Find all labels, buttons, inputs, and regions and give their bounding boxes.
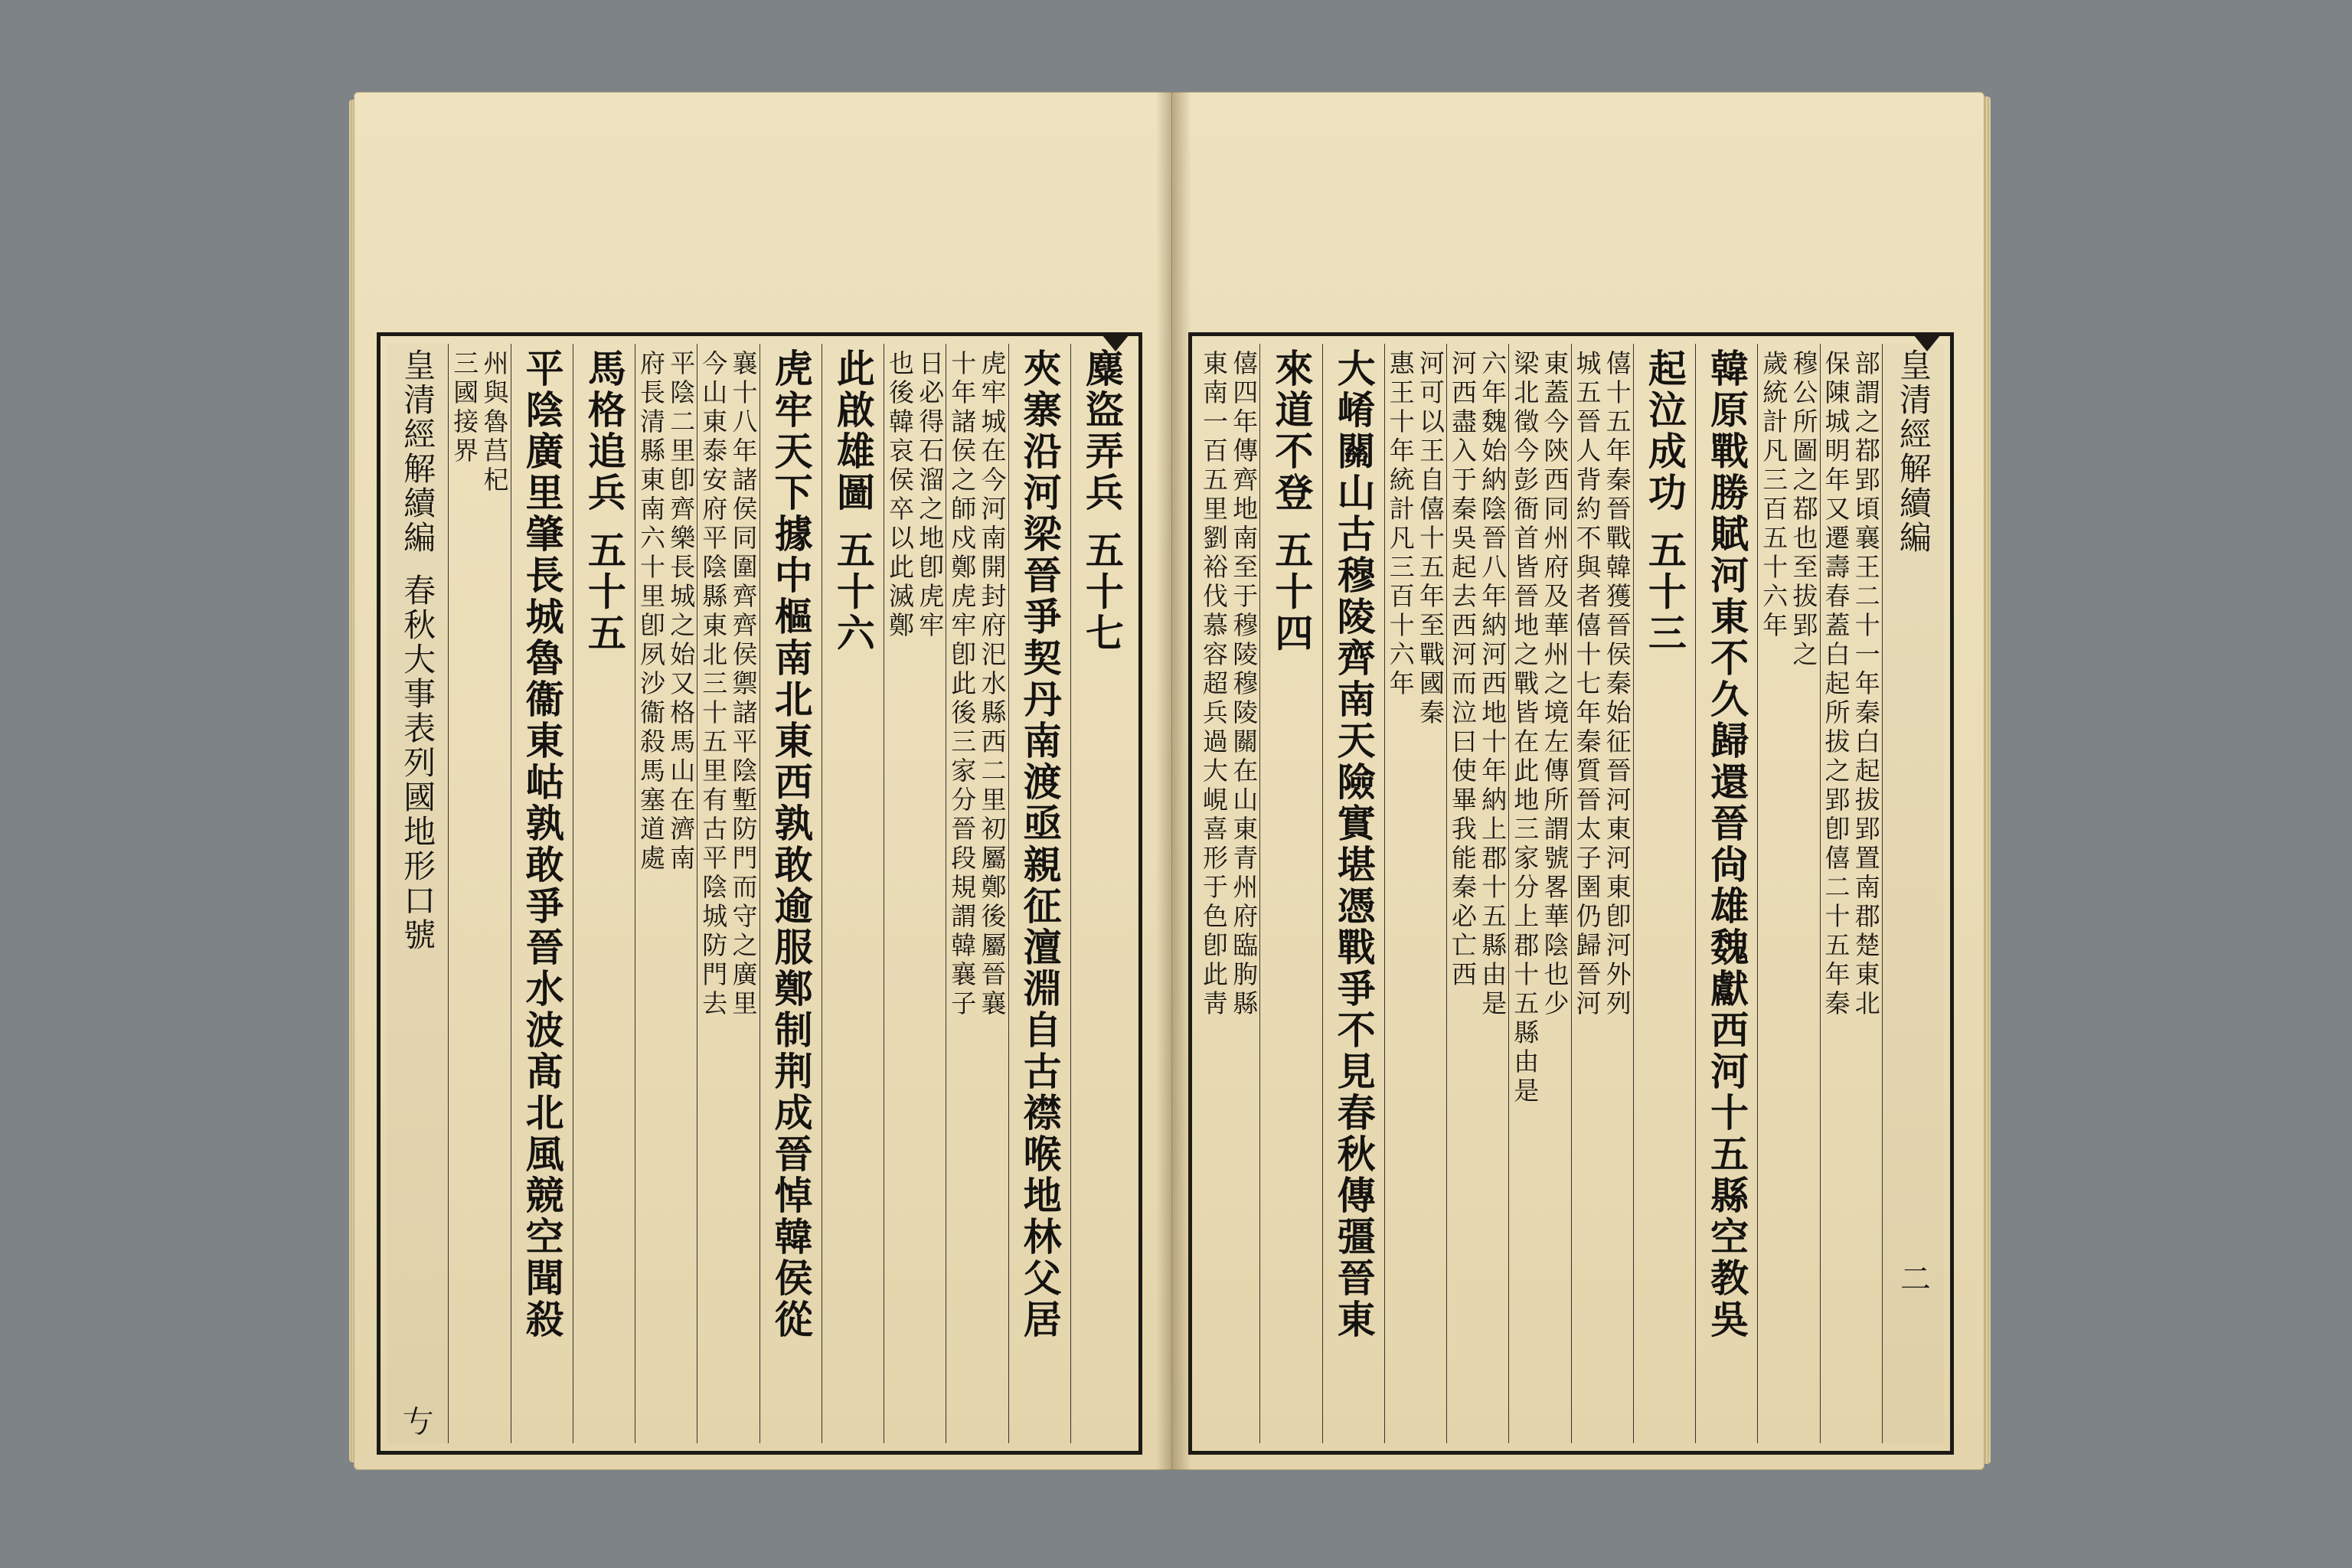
left-page-column-8 xyxy=(635,344,697,1443)
commentary-line: 惠王十年統計凡三百十六年 xyxy=(1385,350,1416,699)
commentary-line: 日必得石溜之地卽虎牢 xyxy=(915,350,946,641)
commentary-line: 襄十八年諸侯同圍齊齊侯禦諸平陰塹防門而守之廣里 xyxy=(728,350,759,1019)
book-gutter xyxy=(1156,92,1191,1470)
commentary-line: 河西盡入于秦吳起去西河而泣曰使畢我能秦必亡西 xyxy=(1448,350,1478,990)
left-page-column-7 xyxy=(697,344,759,1443)
verse-line: 夾寨沿河梁晉爭契丹南渡亟親征澶淵自古襟喉地林父居 xyxy=(1017,348,1063,1341)
right-page-column-9 xyxy=(1322,344,1384,1443)
right-page-column-4 xyxy=(1633,344,1695,1443)
commentary-line: 僖四年傳齊地南至于穆陵穆陵關在山東青州府臨朐縣 xyxy=(1229,350,1259,1019)
right-page xyxy=(1171,92,1984,1470)
left-spine-column xyxy=(387,344,448,1443)
right-page-column-3 xyxy=(1695,344,1757,1443)
right-page-frame xyxy=(1188,332,1954,1455)
commentary-line: 州與魯莒杞 xyxy=(479,350,510,495)
left-page-column-4 xyxy=(884,344,946,1443)
left-page-column-6 xyxy=(760,344,822,1443)
commentary-line: 今山東泰安府平陰縣東北三十五里有古平陰城防門去 xyxy=(698,350,729,1019)
commentary-line: 六年魏始納陰晉八年納河西地十年納上郡十五縣由是 xyxy=(1478,350,1508,1019)
left-page xyxy=(354,92,1173,1470)
left-page-column-5 xyxy=(822,344,884,1443)
right-page-column-8 xyxy=(1384,344,1446,1443)
verse-line: 平陰廣里肇長城魯衞東岵孰敢爭晉水波髙北風競空聞殺 xyxy=(519,348,565,1341)
verse-line: 來道不登 五十四 xyxy=(1269,348,1315,655)
commentary-line: 東南一百五里劉裕伐慕容超兵過大峴喜形于色卽此靑 xyxy=(1199,350,1229,1019)
commentary-line: 虎牢城在今河南開封府汜水縣西二里初屬鄭後屬晉襄 xyxy=(977,350,1008,1019)
spine-subtitle: 春秋大事表列國地形口號 xyxy=(399,573,437,952)
commentary-line: 東蓋今陝西同州府及華州之境左傳所謂號畧華陰也少 xyxy=(1540,350,1570,1019)
verse-line: 大崤關山古穆陵齊南天險實堪憑戰爭不見春秋傳彊晉東 xyxy=(1331,348,1377,1341)
left-page-column-3 xyxy=(946,344,1008,1443)
verse-line: 此啟雄圖 五十六 xyxy=(830,348,876,655)
verse-line: 虎牢天下據中樞南北東西孰敢逾服鄭制荆成晉悼韓侯從 xyxy=(768,348,814,1341)
spine-title: 皇清經解續編 xyxy=(1894,348,1932,555)
right-page-column-7 xyxy=(1446,344,1508,1443)
commentary-line: 河可以王自僖十五年至戰國秦 xyxy=(1416,350,1446,728)
commentary-line: 十年諸侯之師戍鄭虎牢卽此後三家分晉段規謂韓襄子 xyxy=(947,350,978,1019)
left-page-column-2 xyxy=(1008,344,1070,1443)
right-page-column-11 xyxy=(1198,344,1259,1443)
right-page-column-1 xyxy=(1820,344,1882,1443)
commentary-line: 保陳城明年又遷壽春蓋白起所拔之郢卽僖二十五年秦 xyxy=(1821,350,1851,1019)
right-page-column-2 xyxy=(1757,344,1819,1443)
commentary-line: 城五晉人背約不與者僖十七年秦質晉太子圉仍歸晉河 xyxy=(1572,350,1602,1019)
spine-title: 皇清經解續編 xyxy=(399,348,437,555)
right-page-column-5 xyxy=(1571,344,1633,1443)
spine-page-number: 二 xyxy=(1895,1263,1931,1293)
right-page-column-10 xyxy=(1259,344,1321,1443)
commentary-line: 三國接界 xyxy=(449,350,480,466)
left-page-column-11 xyxy=(448,344,510,1443)
left-page-column-9 xyxy=(573,344,635,1443)
commentary-line: 梁北徵今彭衙首皆晉地之戰皆在此地三家分上郡十五縣由是 xyxy=(1510,350,1540,1106)
left-page-column-10 xyxy=(511,344,573,1443)
left-page-column-1 xyxy=(1070,344,1132,1443)
verse-line: 起泣成功 五十三 xyxy=(1642,348,1687,655)
commentary-line: 也後韓哀侯卒以此滅鄭 xyxy=(885,350,915,641)
commentary-line: 穆公所圖之鄀也至拔郢之 xyxy=(1788,350,1819,670)
right-page-column-6 xyxy=(1508,344,1570,1443)
right-text-columns xyxy=(1198,344,1944,1443)
left-page-frame xyxy=(377,332,1142,1455)
verse-line: 麋盜弄兵 五十七 xyxy=(1079,348,1125,655)
commentary-line: 部謂之鄀郢頃襄王二十一年秦白起拔郢置南郡楚東北 xyxy=(1851,350,1881,1019)
left-text-columns xyxy=(387,344,1132,1443)
commentary-line: 僖十五年秦晉戰韓獲晉侯秦始征晉河東河東卽河外列 xyxy=(1602,350,1632,1019)
commentary-line: 歲統計凡三百五十六年 xyxy=(1759,350,1789,641)
verse-line: 馬格追兵 五十五 xyxy=(581,348,627,655)
open-book xyxy=(354,92,1984,1470)
right-spine-column xyxy=(1882,344,1944,1443)
commentary-line: 府長清縣東南六十里卽夙沙衞殺馬塞道處 xyxy=(636,350,666,874)
spine-page-mark: 𠀁 xyxy=(399,1405,435,1436)
commentary-line: 平陰二里卽齊樂長城之始又格馬山在濟南 xyxy=(666,350,697,874)
verse-line: 韓原戰勝賦河東不久歸還晉尙雄魏獻西河十五縣空教吳 xyxy=(1704,348,1750,1341)
